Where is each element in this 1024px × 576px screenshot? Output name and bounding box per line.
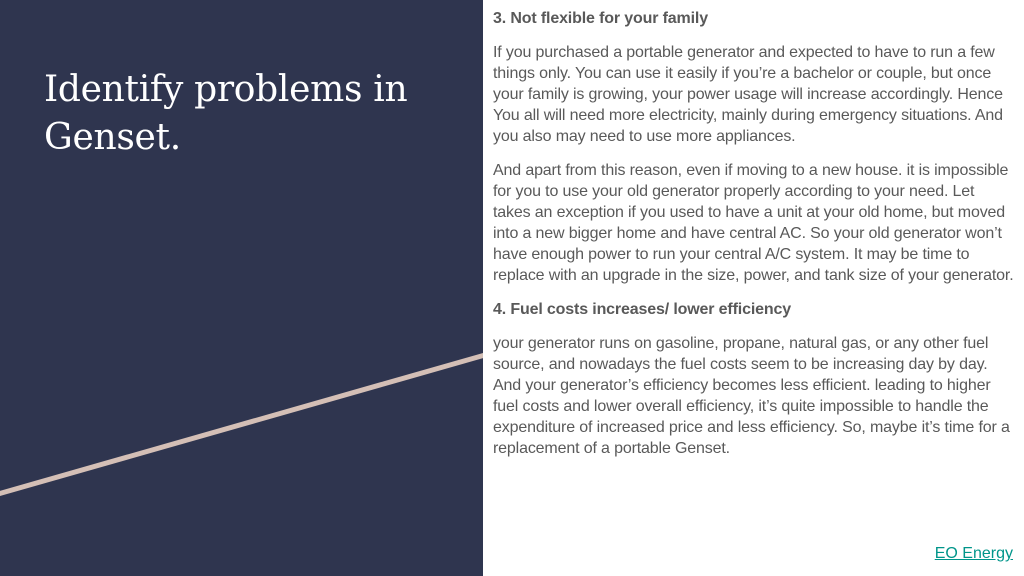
- section-heading: 4. Fuel costs increases/ lower efficiency: [493, 301, 791, 318]
- content-body: [493, 8, 1016, 459]
- paragraph: And apart from this reason, even if moving to a new house. it is impossible for you to use your old generator properly according to your need. Let takes an exception if you used to have a unit at your old home, but moved into a new bigger home and have central AC. So your old generator won’t have enough power to run your central A/C system. It may be time to replace with an upgrade in the size, power, and tank size of your generator.: [493, 162, 1014, 284]
- paragraph: If you purchased a portable generator and expected to have to run a few things only. You can use it easily if you’re a bachelor or couple, but once your family is growing, your power usage will increase accordingly. Hence You all will need more electricity, mainly during emergency situations. And you also may need to use more appliances.: [493, 44, 1003, 145]
- eo-energy-link[interactable]: EO Energy: [934, 545, 1013, 562]
- content-panel: [483, 0, 1024, 576]
- section-heading: 3. Not flexible for your family: [493, 10, 708, 27]
- title-panel: [0, 0, 483, 576]
- slide-title: Identify problems in Genset.: [44, 69, 408, 158]
- paragraph: your generator runs on gasoline, propane, natural gas, or any other fuel source, and nowadays the fuel costs seem to be increasing day by day. And your generator’s efficiency becomes less efficient. leading to higher fuel costs and lower overall efficiency, it’s quite impossible to handle the expenditure of increased price and less efficiency. So, maybe it’s time for a replacement of a portable Genset.: [493, 335, 1010, 457]
